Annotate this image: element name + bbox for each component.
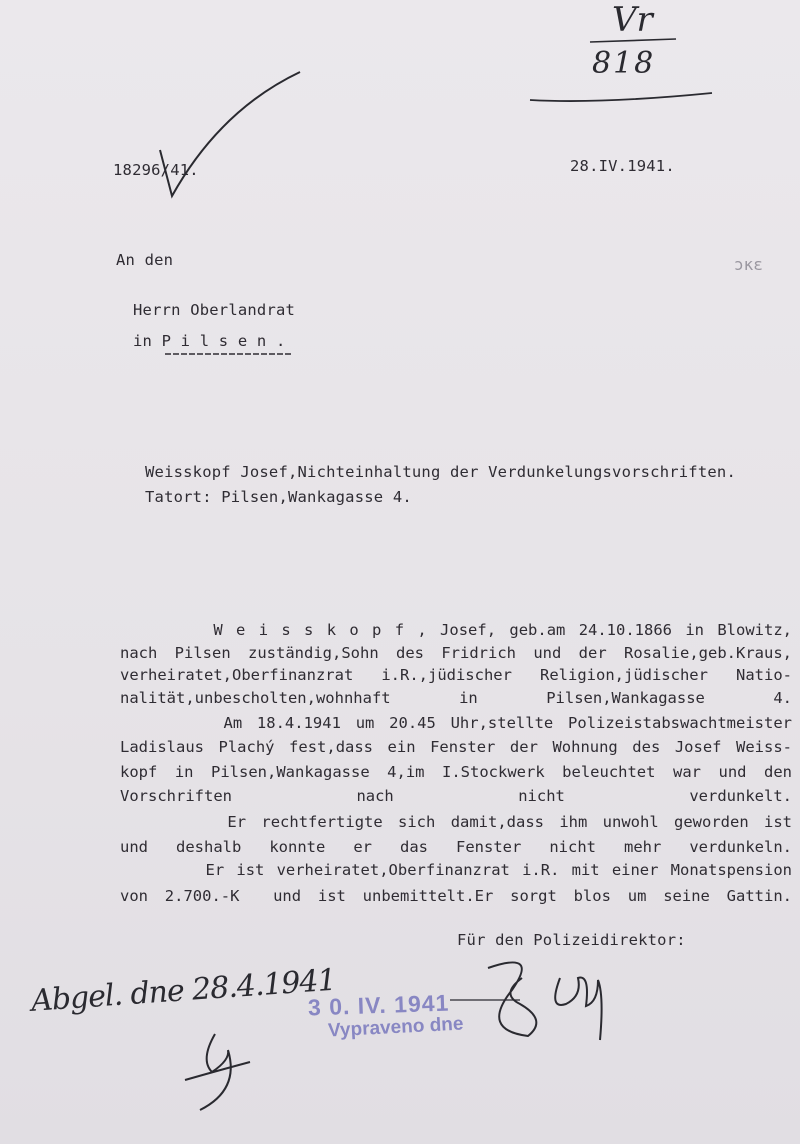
subject-line: Weisskopf Josef,Nichteinhaltung der Verdunkelungsvorschriften. xyxy=(145,463,736,481)
initials-mark xyxy=(488,962,536,1036)
handwritten-dispatch-note: Abgel. dne 28.4.1941 xyxy=(30,962,337,1019)
stamp-label: Vypraveno dne xyxy=(327,1013,464,1042)
margin-note-number: 818 xyxy=(592,46,656,81)
body-line: kopf in Pilsen,Wankagasse 4,im I.Stockwerk beleuchtet war und den xyxy=(120,763,792,781)
body-line: Er rechtfertigte sich damit,dass ihm unwohl geworden ist xyxy=(120,813,792,831)
body-line: und deshalb konnte er das Fenster nicht mehr verdunkeln. xyxy=(120,838,792,856)
address-city: in P i l s e n . xyxy=(133,332,286,350)
file-number: 18296/41. xyxy=(113,161,199,179)
body-line: Am 18.4.1941 um 20.45 Uhr,stellte Polizeistabswachtmeister xyxy=(120,714,792,732)
body-line: W e i s s k o p f , Josef, geb.am 24.10.1866 in Blowitz, xyxy=(120,621,792,639)
margin-rule-top xyxy=(590,39,676,42)
handwritten-initials xyxy=(185,1034,250,1110)
margin-rule-bottom xyxy=(530,93,712,101)
body-line: Ladislaus Plachý fest,dass ein Fenster der Wohnung des Josef Weiss- xyxy=(120,738,792,756)
letter-date: 28.IV.1941. xyxy=(570,157,675,175)
address-salutation: An den xyxy=(116,251,174,269)
signature-closing: Für den Polizeidirektor: xyxy=(457,931,686,949)
body-line: von 2.700.-K und ist unbemittelt.Er sorgt blos um seine Gattin. xyxy=(120,887,792,905)
signature-scribble xyxy=(555,978,601,1040)
body-line: nach Pilsen zuständig,Sohn des Fridrich und der Rosalie,geb.Kraus, xyxy=(120,644,792,662)
body-line: Vorschriften nach nicht verdunkelt. xyxy=(120,787,792,805)
stamp-date: 3 0. IV. 1941 xyxy=(307,989,450,1021)
margin-note-top: Vr xyxy=(612,0,653,40)
address-recipient: Herrn Oberlandrat xyxy=(133,301,296,319)
body-line: nalität,unbescholten,wohnhaft in Pilsen,Wankagasse 4. xyxy=(120,689,792,707)
check-mark-icon xyxy=(160,72,300,196)
body-line: Er ist verheiratet,Oberfinanzrat i.R. mit einer Monatspension xyxy=(120,861,792,879)
crime-scene-line: Tatort: Pilsen,Wankagasse 4. xyxy=(145,488,412,506)
margin-faint-mark: ɔкɛ xyxy=(734,255,763,274)
body-line: verheiratet,Oberfinanzrat i.R.,jüdischer Religion,jüdischer Natio- xyxy=(120,666,792,684)
